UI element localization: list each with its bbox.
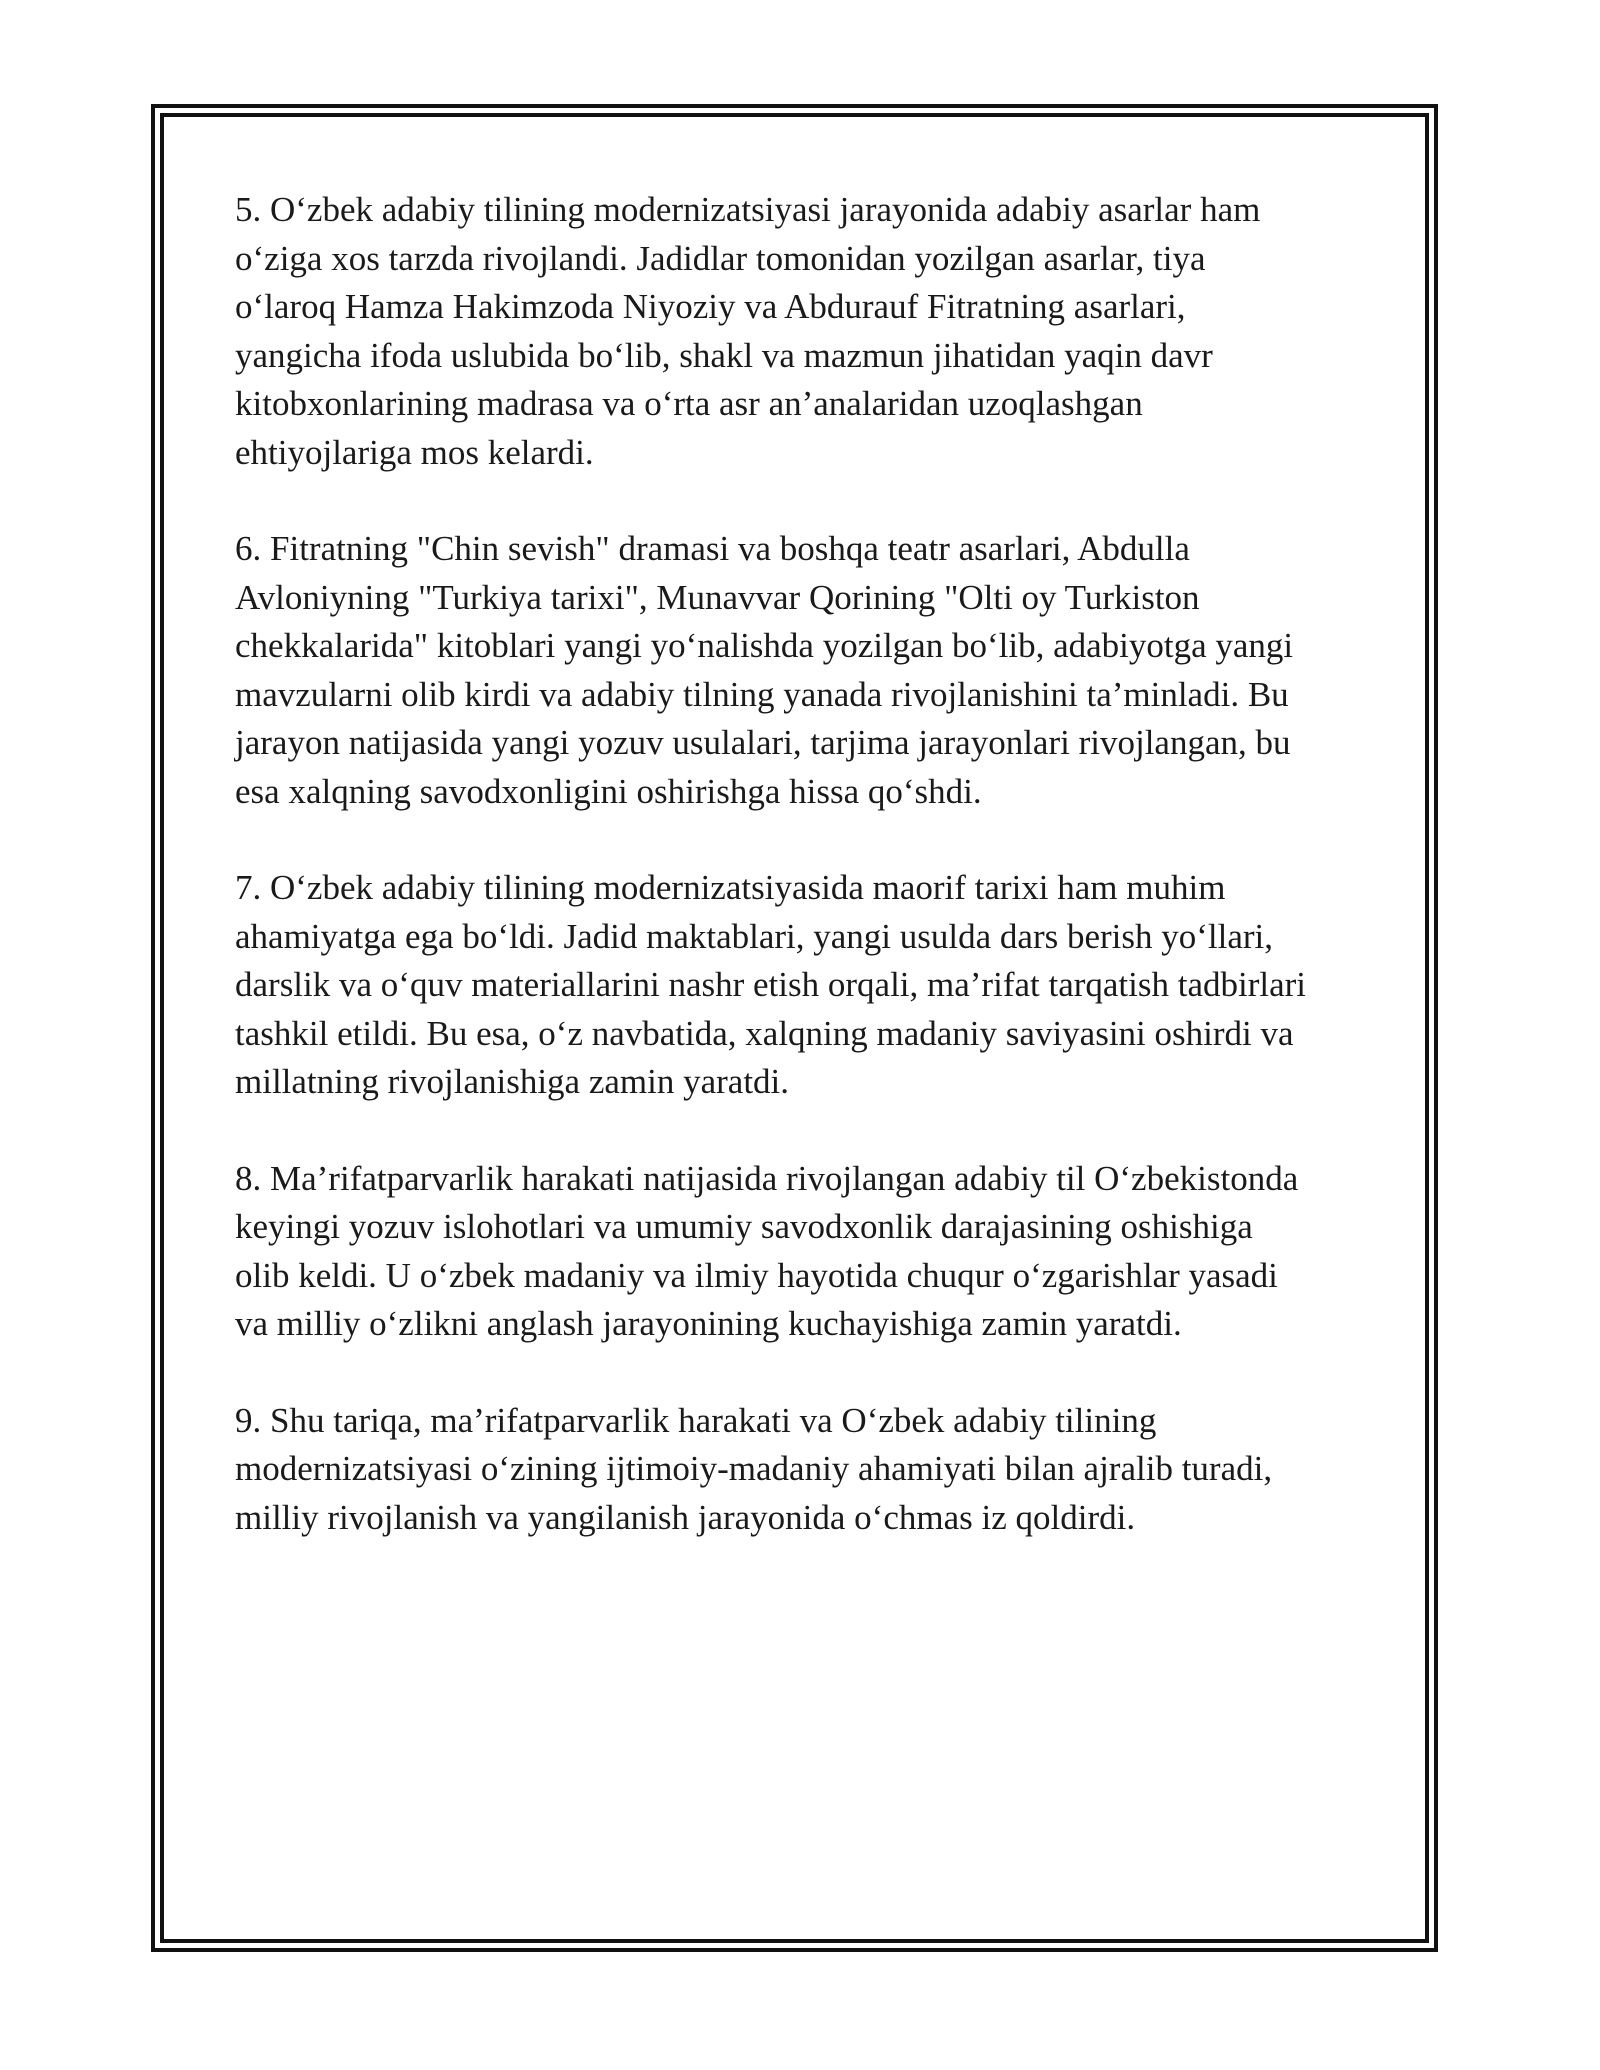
paragraph-6: 6. Fitratning "Chin sevish" dramasi va boshqa teatr asarlari, Abdulla Avloniyning "Turkiya tarixi", Munavvar Qorining "Olti oy Turkiston chekkalarida" kitoblari yangi yo‘nalishda yozilgan bo‘lib, adabiyotga yangi mavzularni olib kirdi va adabiy tilning yanada rivojlanishini ta’minladi. Bu jarayon natijasida yangi yozuv usulalari, tarjima jarayonlari rivojlangan, bu esa xalqning savodxonligini oshirishga hissa qo‘shdi. bbox=[235, 529, 1294, 811]
paragraph-7: 7. O‘zbek adabiy tilining modernizatsiyasida maorif tarixi ham muhim ahamiyatga ega bo‘ldi. Jadid maktablari, yangi usulda dars berish yo‘llari, darslik va o‘quv materiallarini nashr etish orqali, ma’rifat tarqatish tadbirlari tashkil etildi. Bu esa, o‘z navbatida, xalqning madaniy saviyasini oshirdi va millatning rivojlanishiga zamin yaratdi. bbox=[235, 868, 1307, 1101]
paragraph-9: 9. Shu tariqa, ma’rifatparvarlik harakati va O‘zbek adabiy tilining modernizatsiyasi o‘zining ijtimoiy-madaniy ahamiyati bilan ajralib turadi, milliy rivojlanish va yangilanish jarayonida o‘chmas iz qoldirdi. bbox=[235, 1400, 1273, 1537]
paragraph-5: 5. O‘zbek adabiy tilining modernizatsiyasi jarayonida adabiy asarlar ham o‘ziga xos tarzda rivojlandi. Jadidlar tomonidan yozilgan asarlar, tiya o‘laroq Hamza Hakimzoda Niyoziy va Abdurauf Fitratning asarlari, yangicha ifoda uslubida bo‘lib, shakl va mazmun jihatidan yaqin davr kitobxonlarining madrasa va o‘rta asr an’analaridan uzoqlashgan ehtiyojlariga mos kelardi. bbox=[235, 190, 1261, 472]
paragraph-8: 8. Ma’rifatparvarlik harakati natijasida rivojlangan adabiy til O‘zbekistonda keyingi yozuv islohotlari va umumiy savodxonlik darajasining oshishiga olib keldi. U o‘zbek madaniy va ilmiy hayotida chuqur o‘zgarishlar yasadi va milliy o‘zlikni anglash jarayonining kuchayishiga zamin yaratdi. bbox=[235, 1158, 1299, 1343]
document-body bbox=[235, 186, 1365, 1590]
